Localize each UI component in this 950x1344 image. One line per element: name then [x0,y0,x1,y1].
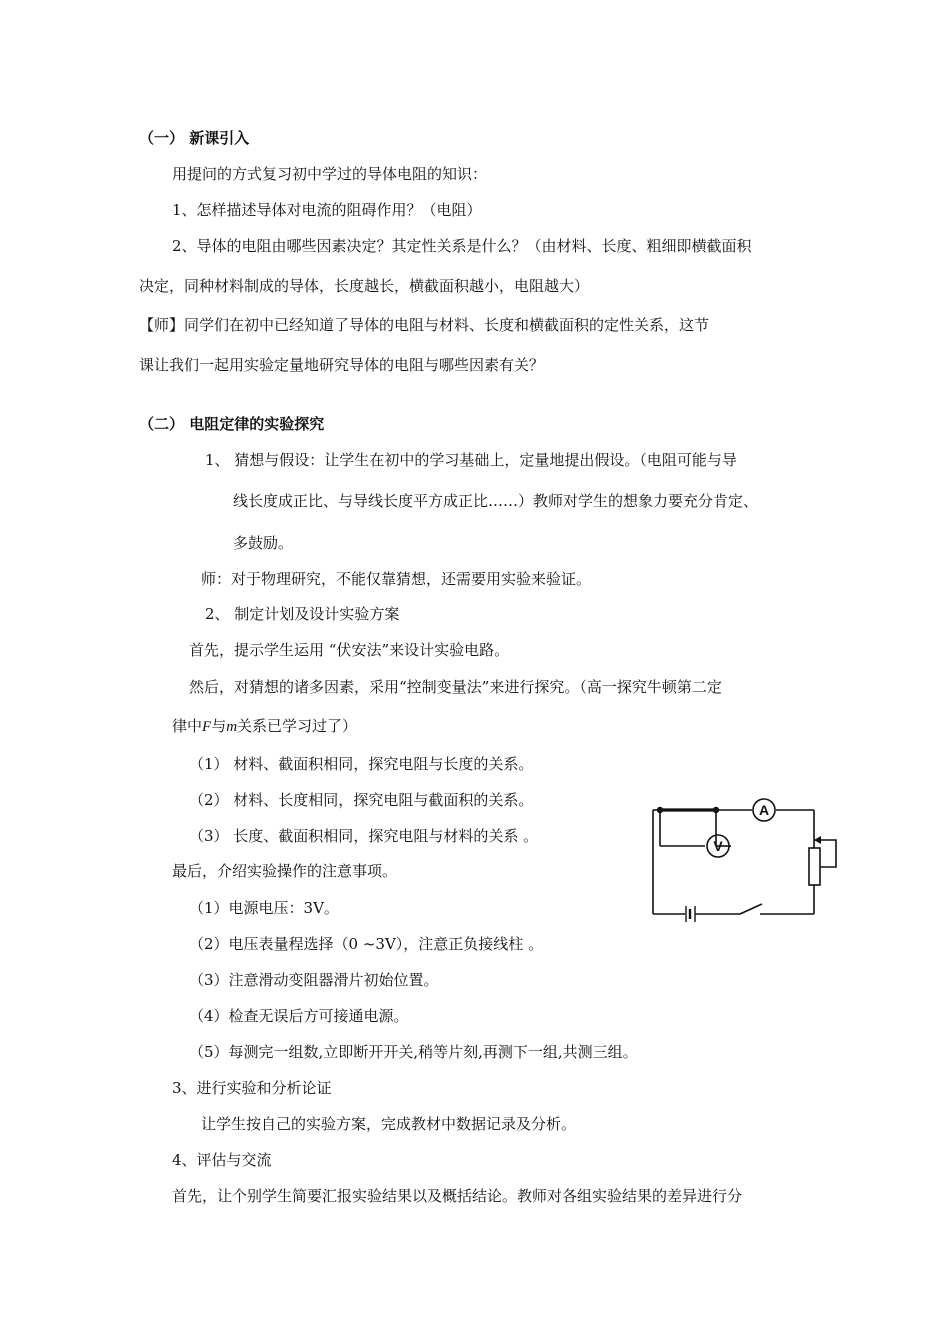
list-item: （2） 材料、长度相同，探究电阻与截面积的关系。 [189,791,534,809]
method-first: 首先，提示学生运用 “伏安法”来设计实验电路。 [189,641,510,659]
list-item: （2）电压表量程选择（0 ~3V），注意正负接线柱 。 [189,935,544,953]
evaluation-text: 首先，让个别学生简要汇报实验结果以及概括结论。教师对各组实验结果的差异进行分 [172,1187,743,1205]
hypothesis-line-2: 线长度成正比、与导线长度平方成正比……）教师对学生的想象力要充分肯定、 [233,492,759,510]
rheostat [809,848,820,885]
list-item: （1）电源电压：3V。 [189,899,339,917]
hypothesis-line-1: 1、 猜想与假设：让学生在初中的学习基础上，定量地提出假设。（电阻可能与导 [205,451,737,469]
battery-icon [686,906,695,922]
then-text-a: 律中 [172,717,203,735]
list-item: （4）检查无误后方可接通电源。 [189,1007,409,1025]
switch-blade [740,904,762,914]
list-item: （3）注意滑动变阻器滑片初始位置。 [189,971,439,989]
section-heading-new-lesson: （一） 新课引入 [139,129,250,147]
method-then-line-2 [172,716,357,737]
teacher-remark-line-2: 课让我们一起用实验定量地研究导体的电阻与哪些因素有关？ [139,356,545,374]
junction-dot-right [713,807,719,813]
rheostat-slider [814,840,836,867]
experiment-heading: 3、进行实验和分析论证 [172,1079,332,1097]
then-text-c: 关系已学习过了） [237,717,358,735]
teacher-remark-line-1: 【师】同学们在初中已经知道了导体的电阻与材料、长度和横截面积的定性关系，这节 [139,316,710,334]
force-symbol: F [202,719,212,735]
circuit-diagram [640,790,850,930]
question-2-line-1: 2、导体的电阻由哪些因素决定？其定性关系是什么？（由材料、长度、粗细即横截面积 [172,237,752,255]
section-heading-experiment: （二） 电阻定律的实验探究 [139,415,325,433]
evaluation-heading: 4、评估与交流 [172,1151,272,1169]
plan-heading: 2、 制定计划及设计实验方案 [205,605,400,623]
method-then-line-1: 然后，对猜想的诸多因素，采用“控制变量法”来进行探究。（高一探究牛顿第二定 [189,678,722,696]
teacher-note: 师：对于物理研究，不能仅靠猜想，还需要用实验来验证。 [201,570,592,588]
method-finally: 最后，介绍实验操作的注意事项。 [172,862,398,880]
ammeter-label: A [758,802,770,818]
then-text-b: 与 [211,717,227,735]
question-2-line-2: 决定，同种材料制成的导体，长度越长，横截面积越小，电阻越大） [139,277,590,295]
list-item: （3） 长度、截面积相同，探究电阻与材料的关系 。 [189,827,539,845]
list-item: （5）每测完一组数,立即断开开关,稍等片刻,再测下一组,共测三组。 [189,1043,638,1061]
mass-symbol: m [226,719,238,735]
paragraph-intro: 用提问的方式复习初中学过的导体电阻的知识： [172,165,488,183]
voltmeter-label: V [713,838,723,854]
slider-arrow [814,836,821,844]
junction-dot-left [657,807,663,813]
question-1: 1、怎样描述导体对电流的阻碍作用？（电阻） [172,201,482,219]
experiment-text: 让学生按自己的实验方案，完成教材中数据记录及分析。 [201,1115,577,1133]
list-item: （1） 材料、截面积相同，探究电阻与长度的关系。 [189,755,534,773]
hypothesis-line-3: 多鼓励。 [233,534,294,552]
